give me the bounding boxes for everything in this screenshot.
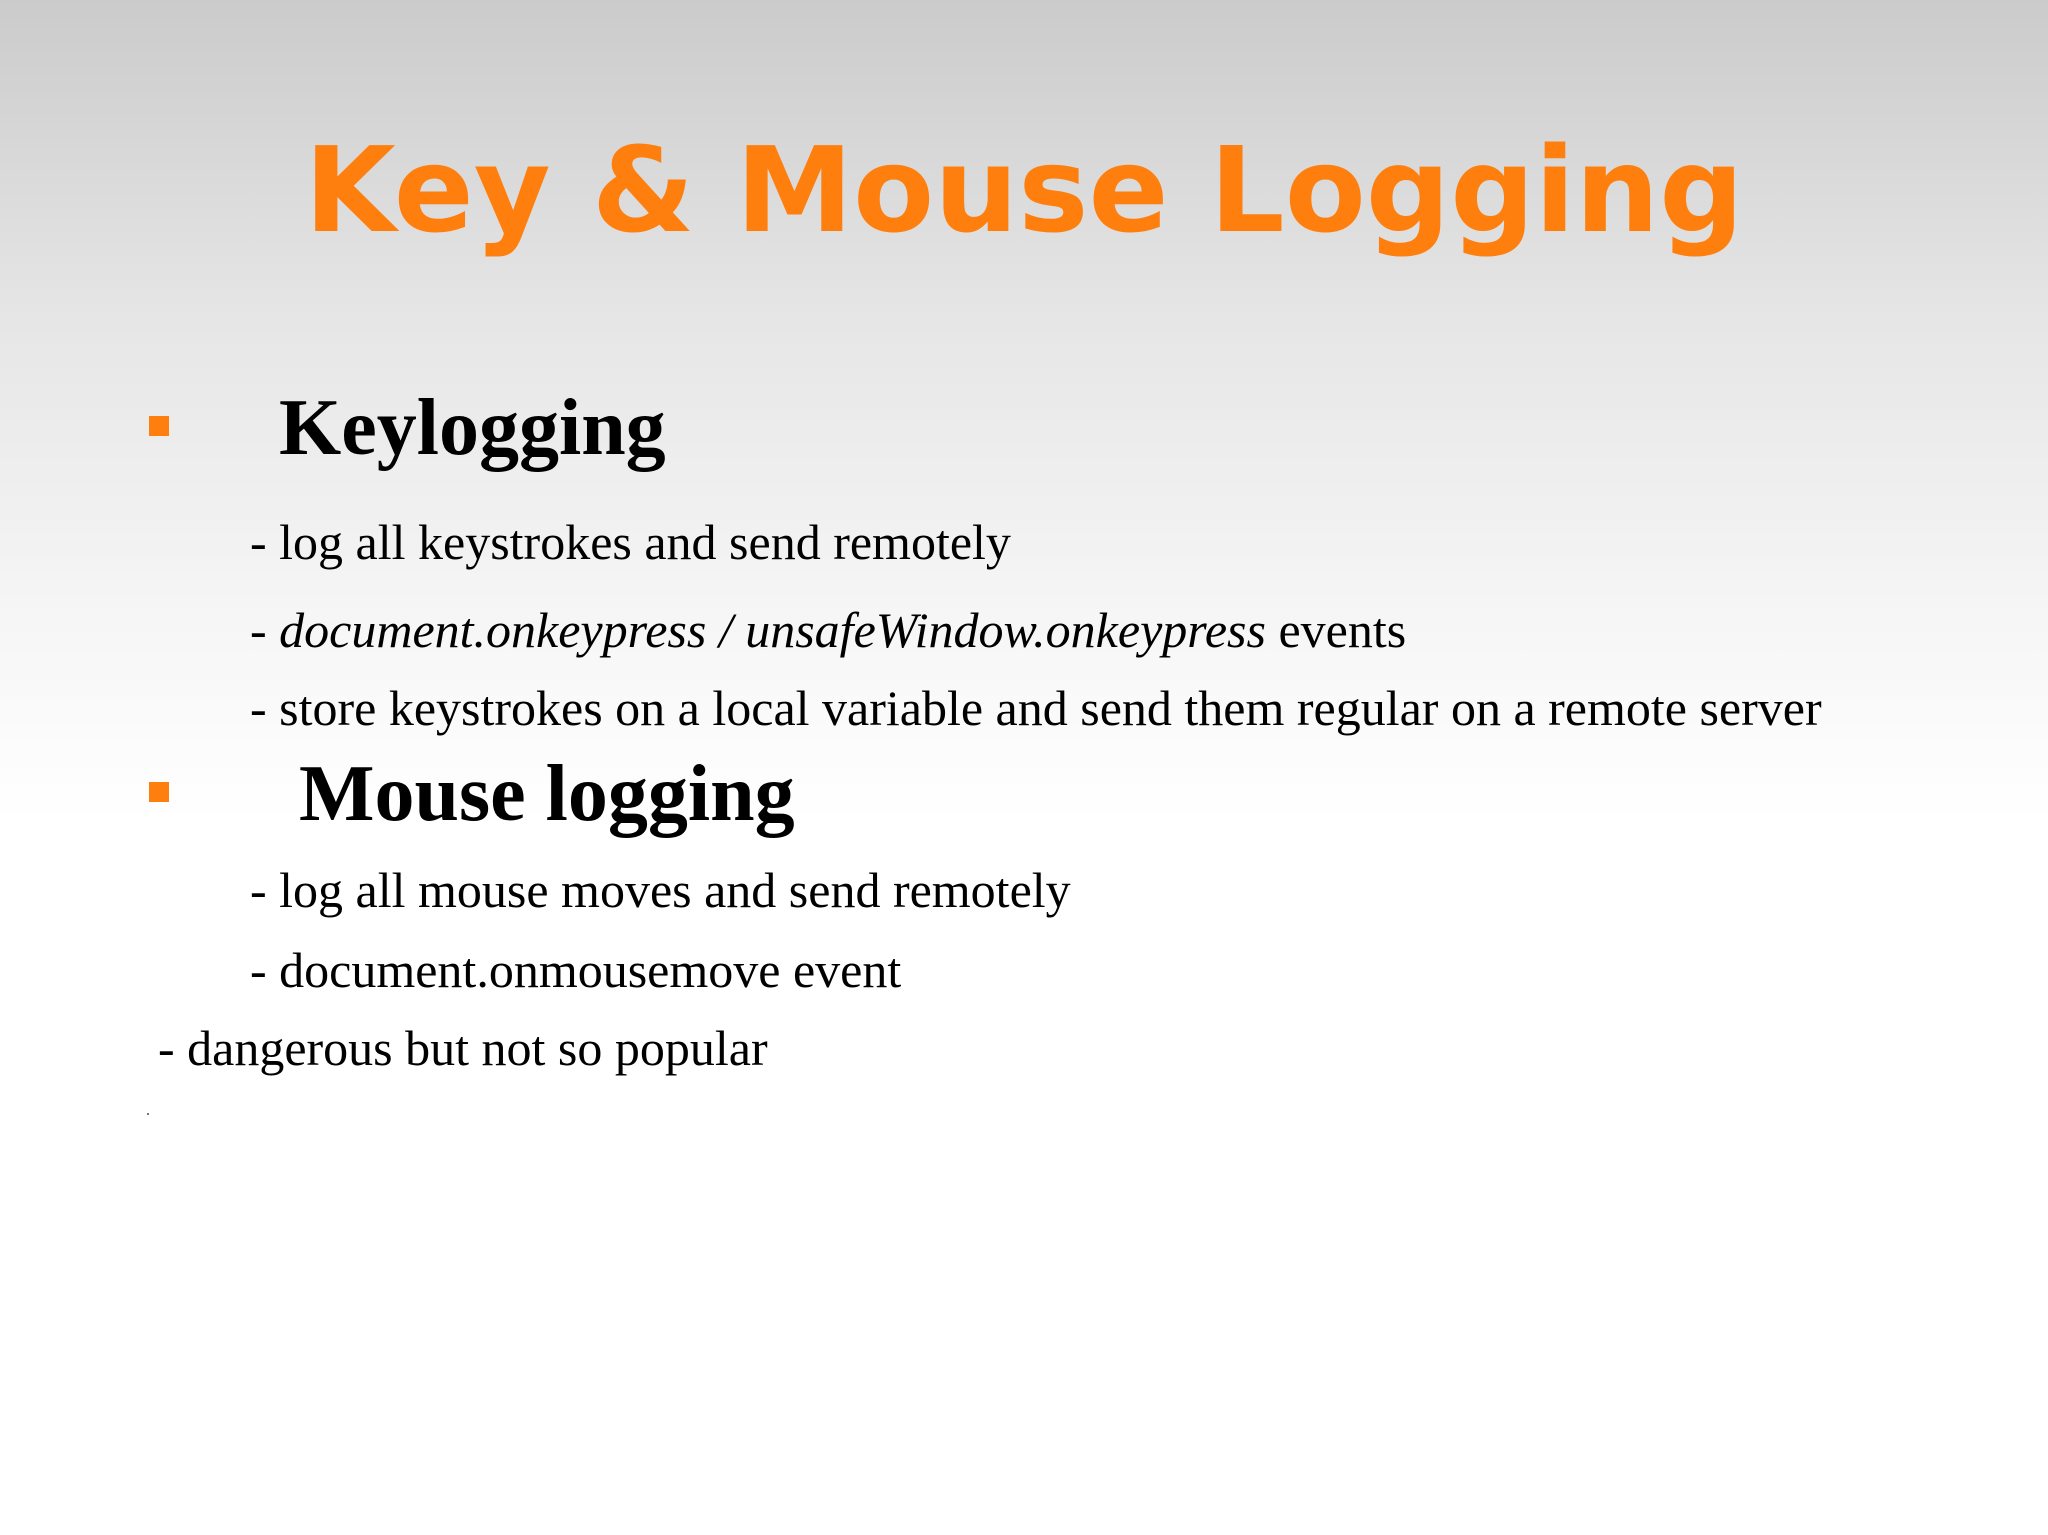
section-heading-mouse-logging: Mouse logging — [299, 750, 795, 838]
square-bullet-icon — [149, 416, 169, 436]
mouse-logging-point-1: - log all mouse moves and send remotely — [250, 862, 1071, 918]
keylogging-point-2-events: document.onkeypress / unsafeWindow.onkeypress — [279, 602, 1266, 658]
keylogging-point-1: - log all keystrokes and send remotely — [250, 514, 1011, 570]
square-bullet-icon — [149, 782, 169, 802]
keylogging-point-2-prefix: - — [250, 602, 280, 658]
keylogging-point-3: - store keystrokes on a local variable and send them regular on a remote server — [250, 680, 1822, 736]
mouse-logging-point-2: - document.onmousemove event — [250, 942, 902, 998]
keylogging-point-2 — [250, 600, 1406, 660]
section-heading-keylogging: Keylogging — [279, 384, 666, 472]
footer-note: - dangerous but not so popular — [158, 1020, 768, 1076]
slide-title: Key & Mouse Logging — [304, 121, 1744, 259]
keylogging-point-2-suffix: events — [1265, 602, 1407, 658]
stray-dot — [147, 1113, 149, 1115]
